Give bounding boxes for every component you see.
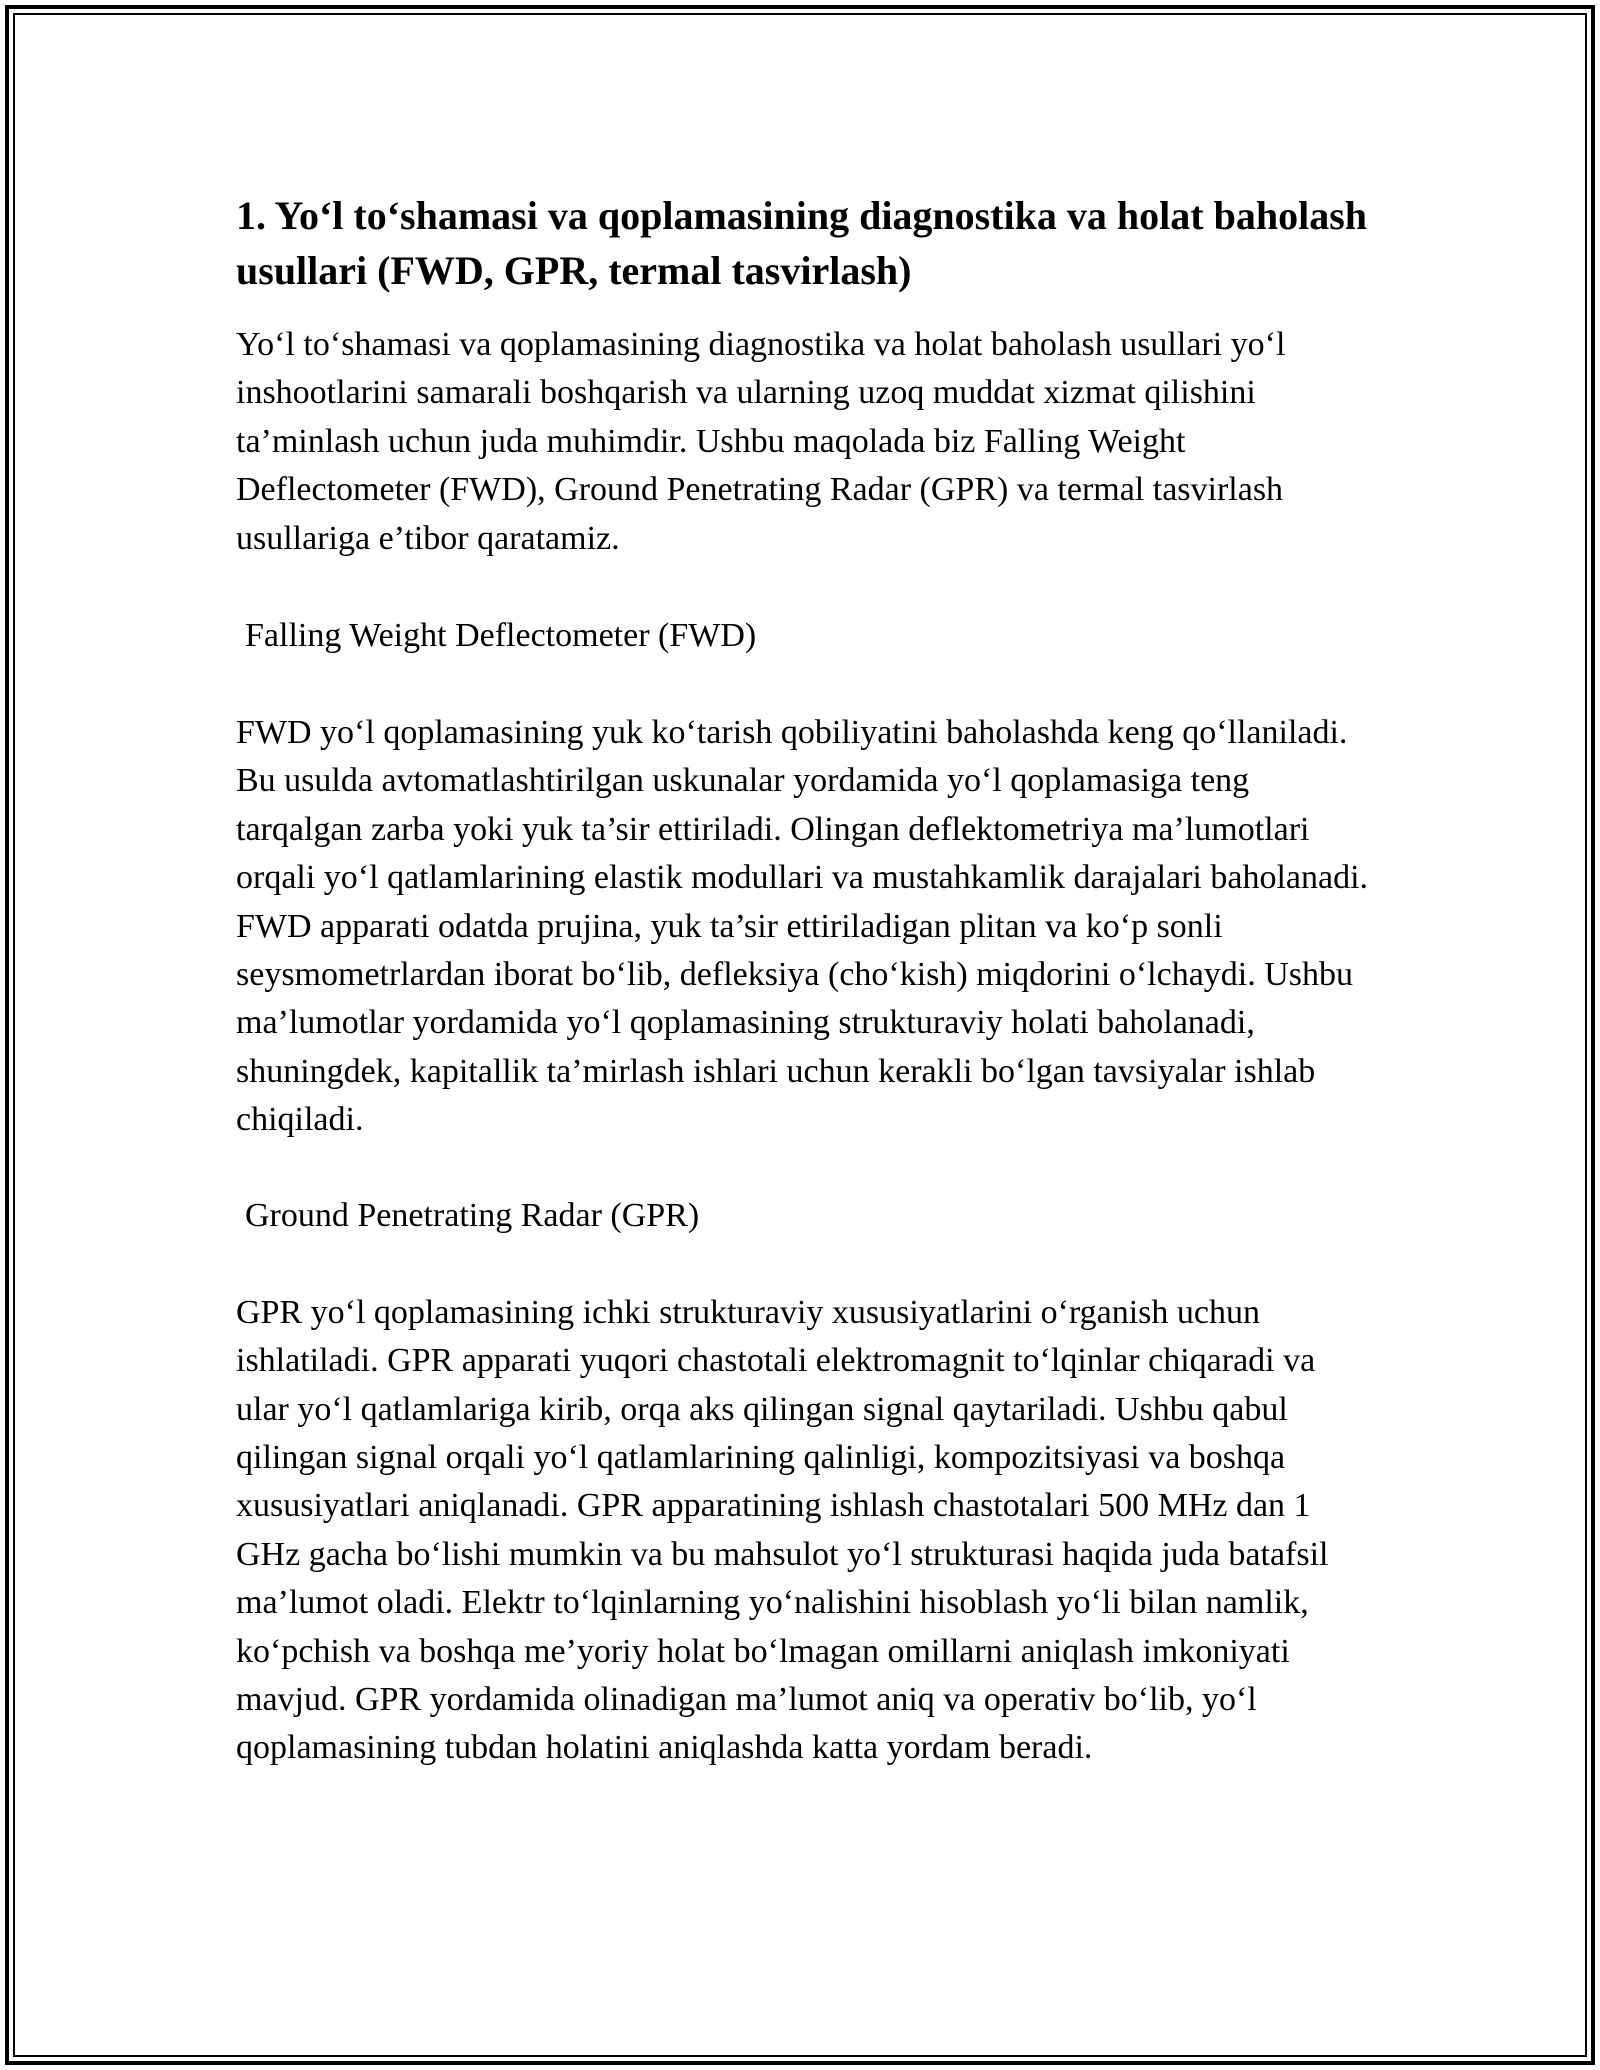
document-body [236, 188, 1376, 1773]
section-body-gpr: GPR yo‘l qoplamasining ichki strukturaviy xususiyatlarini o‘rganish uchun ishlatiladi. GPR apparati yuqori chastotali elektromagnit to‘lqinlar chiqaradi va ular yo‘l qatlamlariga kirib, orqa aks qilingan signal qaytariladi. Ushbu qabul qilingan signal orqali yo‘l qatlamlarining qalinligi, kompozitsiyasi va boshqa xususiyatlari aniqlanadi. GPR apparatining ishlash chastotalari 500 MHz dan 1 GHz gacha bo‘lishi mumkin va bu mahsulot yo‘l strukturasi haqida juda batafsil ma’lumot oladi. Elektr to‘lqinlarning yo‘nalishini hisoblash yo‘li bilan namlik, ko‘pchish va boshqa me’yoriy holat bo‘lmagan omillarni aniqlash imkoniyati mavjud. GPR yordamida olinadigan ma’lumot aniq va operativ bo‘lib, yo‘l qoplamasining tubdan holatini aniqlashda katta yordam beradi. [236, 1293, 1329, 1767]
section-heading-gpr: Ground Penetrating Radar (GPR) [245, 1196, 700, 1234]
section-body-fwd: FWD yo‘l qoplamasining yuk ko‘tarish qobiliyatini baholashda keng qo‘llaniladi. Bu usulda avtomatlashtirilgan uskunalar yordamida yo‘l qoplamasiga teng tarqalgan zarba yoki yuk ta’sir ettiriladi. Olingan deflektometriya ma’lumotlari orqali yo‘l qatlamlarining elastik modullari va mustahkamlik darajalari baholanadi. FWD apparati odatda prujina, yuk ta’sir ettiriladigan plitan va ko‘p sonli seysmometrlardan iborat bo‘lib, defleksiya (cho‘kish) miqdorini o‘lchaydi. Ushbu ma’lumotlar yordamida yo‘l qoplamasining strukturaviy holati baholanadi, shuningdek, kapitallik ta’mirlash ishlari uchun kerakli bo‘lgan tavsiyalar ishlab chiqiladi. [236, 714, 1369, 1139]
section-heading-fwd: Falling Weight Deflectometer (FWD) [245, 617, 757, 655]
document-title: 1. Yo‘l to‘shamasi va qoplamasining diagnostika va holat baholash usullari (FWD, GPR, termal tasvirlash) [236, 193, 1368, 293]
intro-paragraph: Yo‘l to‘shamasi va qoplamasining diagnostika va holat baholash usullari yo‘l inshootlarini samarali boshqarish va ularning uzoq muddat xizmat qilishini ta’minlash uchun juda muhimdir. Ushbu maqolada biz Falling Weight Deflectometer (FWD), Ground Penetrating Radar (GPR) va termal tasvirlash usullariga e’tibor qaratamiz. [236, 326, 1286, 557]
